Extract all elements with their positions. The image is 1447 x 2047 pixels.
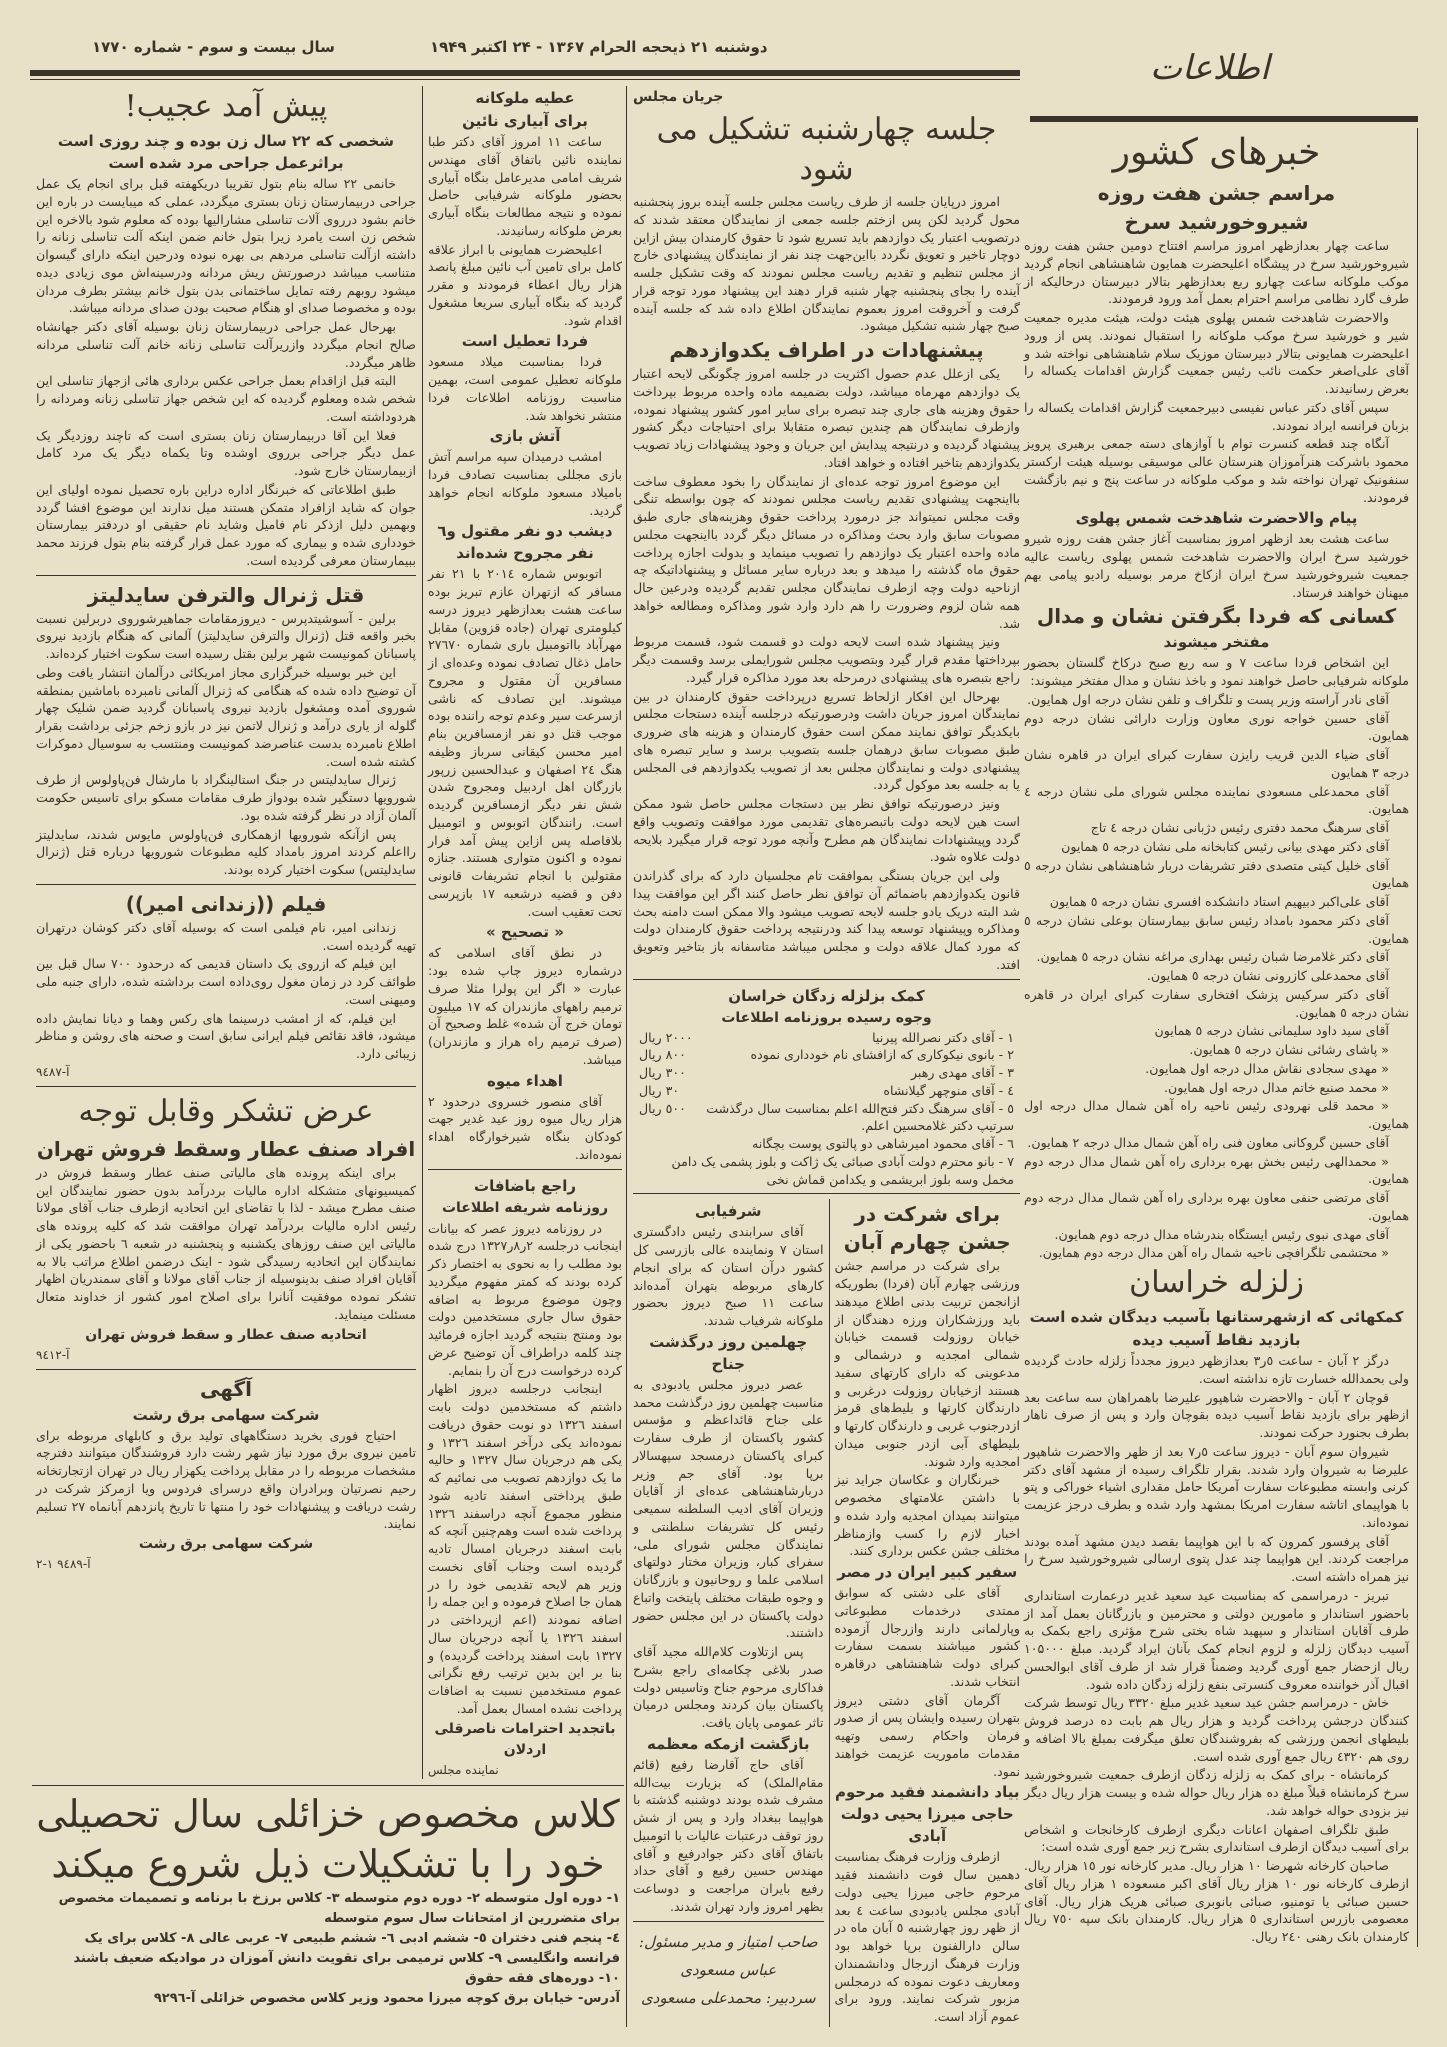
donor: ۳ - آقای مهدی رهبر xyxy=(910,1065,1014,1080)
donor: ۷ - بانو محترم دولت آبادی صبائی یک ژاکت و بلوز پشمی یک دامن مخمل وسه بلوز ابریشمی و یکدامن قماش نخی xyxy=(671,1153,1014,1187)
paragraph: ساعت چهار بعدازظهر امروز مراسم افتتاح دومین جشن هفت روزه شیروخورشید سرخ در پیشگاه اعلیحضرت همایون شاهنشاهی انجام گردید موکب ملوکانه ساعت چهارو ربع بعدازظهر بتالار دبیرستان درحالیکه از طرف گارد نظامی مراسم احترام بعمل آمد ورود فرمودند. xyxy=(1024,238,1409,307)
section-heading: راجع باضافات xyxy=(474,1176,576,1195)
issue-number: سال بیست و سوم - شماره ۱۷۷۰ xyxy=(92,38,335,56)
paragraph: آقای حسین گروکانی معاون فنی راه آهن شمال مدال درجه ۲ همایون. xyxy=(1027,1134,1389,1150)
paragraph: آقای خلیل کیتی متصدی دفتر تشریفات دربار شاهنشاهی نشان درجه ٥ همایون xyxy=(1024,857,1409,891)
narrow-column xyxy=(422,86,626,1779)
paragraph: برای شرکت در مراسم جشن ورزشی چهارم آبان (فردا) بطوریکه ازانجمن تربیت بدنی اطلاع میدهند باید ورزشکاران ورزه دهندگان از خیابان روزولت قسمت خیابان شمالی امجدیه و درشمالی و مدعوینی که دارای کارتهای سفید هستند ازخیابان روزولت درغربی و دارندگان کارتها و بلیط‌های قرمز ازدرجنوب غربی و دارندگان کارتها و بلیطهای آبی ازدر جنوبی میدان امجدیه وارد شوند. xyxy=(834,1258,1020,1469)
paragraph: اتوبوس شماره ۲۰۱٤ با ۲۱ نفر مسافر که ازتهران عازم تبریز بوده ساعت هشت بعدازظهر دیروز درسه کیلومتری تهران (جاده قزوین) مقابل مهرآباد بااتومبیل باری شماره ۲۷٦۷۰ حامل ذغال تصادف نموده وعده‌ای از مسافرین آن مقتول و مجروح میشوند. این تصادف که ناشی ازسرعت سیر وعدم توجه راننده بوده موجب قتل دو نفر ازمسافرین بنام امیر محسن کیقانی سرباز وظیفه هنگ ٢٤ اصفهان و عبدالحسین زرپور بازرگان اهل اردبیل ومجروح شدن شش نفر دیگر ازمسافرین گردیده است. رانندگان اتوبوس و اتومبیل بلافاصله پس ازاین پیش آمد فرار نموده و اکنون متواری هستند. جنازه مقتولین با انجام تشریفات قانونی دفن و قضیه درشعبه ۱۷ بازپرسی تحت تعقیب است. xyxy=(428,566,622,919)
ad-address: آدرس- خیابان برق کوچه میرزا محمود وزیر کلاس مخصوص خزائلی آ-۹۲۹٦ xyxy=(153,1990,620,2006)
section-heading: شخصی که ۲۲ سال زن بوده و چند روزی است براثرعمل جراحی مرد شده است xyxy=(57,132,395,172)
paragraph: آقای سرابندی رئیس دادگستری استان ۷ ونماینده عالی بازرسی کل کشور درآن استان که برای انجام کارهای مربوطه بتهران آمده‌اند ساعت ۱۱ صبح دیروز بحضور ملوکانه شرفیاب شدند. xyxy=(633,1224,824,1328)
sub-left-column xyxy=(633,1199,829,2027)
paragraph: ژنرال سایدلیتس در جنگ استالینگراد با مارشال فن‌پاولوس از طرف شورویها دستگیر شده بودواز طرف مقامات مسکو برای تاسیس حکومت آلمان آزاد در نظر گرفته شده بود. xyxy=(36,772,416,823)
paragraph: ازطرف وزارت فرهنگ بمناسبت دهمین سال فوت دانشمند فقید مرحوم حاجی میرزا یحیی دولت آبادی مجلس یادبودی ساعت ٤ بعد از ظهر روز چهارشنبه ٥ آبان ماه در سالن دارالفنون برپا خواهد بود وزارت فرهنگ ازرجال ودانشمندان ومعاریف دعوت نموده که درمجلس مزبور شرکت نمایند. ورود برای عموم آزاد است. xyxy=(834,1849,1020,2024)
paragraph: آقای دکتر مهدی بیانی رئیس کتابخانه ملی نشان درجه ٥ همایون xyxy=(1061,838,1389,854)
headline: زلزله خراسان xyxy=(1129,1265,1304,1300)
section-heading: بازگشت ازمکه معظمه xyxy=(646,1734,810,1753)
paragraph: فردا بمناسبت میلاد مسعود ملوکانه تعطیل عمومی است، بهمین مناسبت روزنامه اطلاعات فردا منتشر نخواهد شد. xyxy=(428,354,622,423)
subheadline: مراسم جشن هفت روزه xyxy=(1097,181,1336,205)
ad-khazaeli-class xyxy=(36,1789,620,2009)
ad-headline: خود را با تشکیلات ذیل شروع میکند xyxy=(51,1841,605,1886)
signature: شرکت سهامی برق رشت xyxy=(138,1536,314,1552)
sub-right-articles xyxy=(835,1200,1021,2026)
paragraph: ولی این جریان بستگی بموافقت تام مجلسیان دارد که برای گذراندن قانون یکدوازدهم باضمائم آن توافق نظر حاصل کنند اگر این موافقت پیدا شد البته دریک یادو جلسه لایحه تصویب میشود والا ممکن است دامنه بحث ومذاکره وپیشنهاد توسعه پیدا کند ودرنتیجه پرداخت حقوق کارمندان دولت که مورد کمال علاقه دولت و مجلس میباشد متاسفانه باز بتاخیر وتعویق افتد. xyxy=(633,868,1020,972)
subheadline: پیشنهادات در اطراف یکدوازدهم xyxy=(669,338,984,362)
publisher-line: صاحب امتیاز و مدیر مسئول: عباس مسعودی xyxy=(638,1932,818,1979)
sub-right-column xyxy=(829,1199,1021,2027)
masthead-rule xyxy=(30,70,1020,76)
section-heading: کمکهائی که ازشهرستانها بآسیب دیدگان شده است xyxy=(1029,1308,1404,1326)
divider xyxy=(633,1921,824,1922)
editor-line: سردبیر: محمدعلی مسعودی xyxy=(640,1988,816,2007)
aid-list-item xyxy=(639,1046,1014,1064)
paragraph: ونیز پیشنهاد شده است لایحه دولت دو قسمت شود، قسمت مربوط بپرداختها مقدم قرار گیرد وبتصویب مجلس شورایملی برسد وقسمت دیگر راجع بتبصره های پیشنهادی درمرحله بعد مورد مذاکره قرار گیرد. xyxy=(633,634,1020,685)
section-heading: بازدید نقاط آسیب دیده xyxy=(1132,1331,1301,1349)
signature: روزنامه شریفه اطلاعات xyxy=(441,1199,609,1216)
section-heading: بیاد دانشمند فقید مرحوم حاجی میرزا یحیی دولت آبادی xyxy=(834,1783,1020,1846)
paragraph: این فیلم که ازروی یک داستان قدیمی که درحدود ۷۰۰ سال قبل بین طوائف کرد در زمان مغول روی‌داده است برداشته شده، دارای جنبه ملی ومیهنی است. xyxy=(36,956,416,1007)
paragraph: یکی ازعلل عدم حصول اکثریت در جلسه امروز چگونگی لایحه اعتبار یک دوازدهم مهرماه میباشد، دولت بضمیمه ماده واحده مربوط بپرداخت حقوق وهزینه های جاری چند تبصره برای سایر امور کشور پیشنهاد نموده، وازطرف نمایندگان هم چندین تبصره متقابلا برای احتیاجات دیگر کشور پیشنهاد گردیده و درنتیجه پیدایش این جریان و وجود پیشنهادات زیاد تصویب یکدوازدهم بتاخیر افتاده و خواهد افتاد. xyxy=(633,366,1020,470)
ad-item: ٤- پنجم فنی دختران ٥- ششم ادبی ٦- ششم طبیعی ۷- عربی عالی ۸- کلاس برای یک فرانسه وانگلیسی ۹- کلاس ترمیمی برای تقویت دانش آموزان در موادیکه ضعیف باشند xyxy=(73,1930,620,1966)
section-heading: شرفیابی xyxy=(695,1202,762,1221)
ad-headline: کلاس مخصوص خزائلی سال تحصیلی xyxy=(36,1791,620,1836)
paragraph: « محمد قلی نهرودی رئیس ناحیه راه آهن شمال مدال درجه اول همایون. xyxy=(1024,1098,1409,1131)
section-banner-national-news: خبرهای کشور xyxy=(1112,132,1321,173)
ad-code: آ-۹٤۸۹ ۱-۲ xyxy=(36,1557,91,1571)
amount: ۳۰ ریال xyxy=(639,1082,680,1098)
section-heading: آتش بازی xyxy=(489,427,561,446)
headline: پیش آمد عجیب! xyxy=(124,89,328,124)
paragraph: آگرمان آقای دشتی دیروز بتهران رسیده وایشان پس از صدور فرمان واحکام رسمی وتهیه مقدمات ماموریت عزیمت خواهند نمود. xyxy=(834,1692,1020,1779)
subheadline: فیلم ((زندانی امیر)) xyxy=(125,891,327,916)
ad-electric-company xyxy=(36,1375,416,1574)
paragraph: شیروان سوم آبان - دیروز ساعت ٥ر۷ بعد از ظهر والاحضرت شاهپور علیرضا به شیروان وارد شدند. بقرار تلگراف رسیده از مشهد آقای دکتر کرنی وابسته مطبوعات سفارت آمریکا حامل مقداری اشیاء خوراکی و پتو با هواپیمای اتاشه سفارت امریکا بمشهد وارد شده و بطرف درجز عزیمت نموده‌اند. xyxy=(1024,1443,1409,1530)
divider xyxy=(36,884,416,885)
headline: جلسه چهارشنبه تشکیل می شود xyxy=(656,112,997,187)
divider xyxy=(428,1169,622,1170)
aid-box-title: کمک بزلزله زدگان خراسان xyxy=(728,986,925,1005)
article-film xyxy=(36,890,416,1081)
section-heading: عطیه ملوکانه xyxy=(475,89,575,107)
paragraph: آقای دکتر غلامرضا شبان رئیس بهداری مراغه نشان درجه ٥ همایون. xyxy=(1036,949,1389,965)
donor: ٤ - آقای منوچهر گیلانشاه xyxy=(883,1082,1014,1098)
paragraph: اینجانب درجلسه دیروز اظهار داشتم که مستخدمین دولت بابت اسفند ۱۳۲٦ دو نوبت حقوق دریافت نموده‌اند یکی درآخر اسفند ۱۳۲٦ و یکی هم درجریان سال ۱۳۲۷ و حالیه ما یک دوازدهم تصویب می نمائیم که طبق پرداختی اسفند تادیه شود منظور مجموع آنچه دراسفند ۱۳۲٦ پرداخت شده است وهم‌چنین آنچه که بابت اسفند درجریان امسال تادیه گردیده است وجناب آقای نخست وزیر هم لایحه تقدیمی خود را در همان جا اصلاح فرموده و این جمله را اضافه نمودند (اعم ازپرداختی در اسفند ۱۳۲٦ یا آنچه درجریان سال ۱۳۲۷ بابت اسفند پرداخت گردیده) و بنا بر این بدین ترتیب رفع نگرانی عموم مستخدمین نسبت به اضافات پرداخت نشده امسال بعمل آمد. xyxy=(428,1381,623,1716)
section-heading: « تصحیح » xyxy=(486,923,564,942)
paragraph: « پاشای رشائی نشان درجه ٥ همایون. xyxy=(1189,1042,1389,1057)
divider xyxy=(36,575,416,576)
paragraph: آقای محمدعلی مسعودی نماینده مجلس شورای ملی نشان درجه ٤ همایون. xyxy=(1024,783,1409,817)
section-heading: فردا تعطیل است xyxy=(461,332,589,351)
donor: ٦ - آقای محمود امیرشاهی دو پالتوی پوست بچگانه xyxy=(752,1136,1014,1151)
sub-left-articles xyxy=(633,1200,824,1915)
paragraph: طبق اطلاعاتی که خبرنگار اداره دراین باره تحصیل نموده اولیای این جوان که شاید ازافراد متمکن هستند میل ندارند این موضوع افشا گردد وبهمین دلیل ازذکر نام فامیل وشاید نام حقیقی او دردفتر بیمارستان خودداری شده و بیماری که مورد عمل قرار گرفته بنام بتول فرزند محمد ببیمارستان معرفی گردیده است. xyxy=(36,481,416,568)
left-column xyxy=(32,86,420,1573)
ad-item: ۱۰- دوره‌های فقه حقوق xyxy=(465,1970,620,1986)
paragraph: احتیاج فوری بخرید دستگاههای تولید برق و کابلهای مربوطه برای تامین نیروی برق مورد نیاز شهر رشت دارد فروشندگان میتوانند دفترچه مشخصات مربوطه را در مقابل پرداخت یکهزار ریال در تهران ازتجارتخانه رحیم نصرتیان وبرادران واقع درسرای فردوس ویا ازمرکز شرکت در رشت دریافت و پیشنهادات خود را منتها تا تاریخ پانزدهم آبانماه ۲۷ تسلیم نمایند. xyxy=(36,1427,416,1532)
section-heading: چهلمین روز درگذشت جناح xyxy=(649,1332,808,1373)
subheadline: برای شرکت در جشن چهارم آبان xyxy=(843,1202,1011,1255)
subheadline: آگهی xyxy=(200,1376,252,1401)
majlis-article xyxy=(633,86,1020,974)
sub-columns xyxy=(633,1199,1020,2027)
paragraph: آقای پرفسور کمرون که با این هواپیما بقصد دیدن مشهد آمده بودند مراجعت کردند. این هواپیما چند عدل پتوی ارسالی شیروخورشید سرخ را نیز همراه داشته است. xyxy=(1024,1533,1409,1584)
paragraph: « محتشمی تلگرافچی ناحیه شمال راه آهن مدال درجه دوم همایون. xyxy=(1038,1245,1389,1261)
paragraph: برای اینکه پرونده های مالیاتی صنف عطار وسقط فروش در کمیسیونهای متشکله اداره مالیات بردرآمد بدون حضور نمایندگان این صنف مطرح میشد - لذا با تقاضای این اتحادیه ازطرف جناب آقای مولانا رئیس اداره مالیات بردرآمد تهران موافقت شد که کلیه پرونده های مالیاتی این صنف روزهای یکشنبه و پنجشنبه در شعبه ٦ باحضور یکی از نمایندگان این اتحادیه رسیدگی شود - اینک درضمن اطلاع مراتب بالا به آقایان افراد صنف بدینوسیله از جناب آقای مولانا و آقای سمندریان اظهار تشکر نموده موفقیت آنانرا برای اصلاح امور کشور از خداوند متعال مسئلت مینماید. xyxy=(36,1164,417,1322)
section-heading: مفتخر میشوند xyxy=(1163,633,1270,652)
paragraph: بهرحال این افکار ازلحاظ تسریع درپرداخت حقوق کارمندان در بین نمایندگان امروز جریان داشت ودرصورتیکه درجلسه آینده دستجات مجلس بایکدیگر توافق نمایند ممکن است حقوق کارمندان و هزینه های ضروری طبق مصوبات سابق درهمان جلسه بتصویب برسد و سایر تبصره های پیشنهادی دولت و نمایندگان مجلس بعد از تصویب یکدوازدهم فی المجلس یا به جلسه بعد موکول گردد. xyxy=(633,688,1020,793)
paragraph: « محمدالهی رئیس بخش بهره برداری راه آهن شمال مدال درجه دوم همایون. xyxy=(1024,1153,1409,1187)
middle-column xyxy=(626,86,1022,2027)
ad-item: ۱- دوره اول متوسطه ۲- دوره دوم متوسطه ۳- کلاس برزخ با برنامه و تصمیمات مخصوص برای متضررین از امتحانات سال سوم متوسطه xyxy=(58,1890,620,1926)
paragraph: آقای محمدعلی کازرونی نشان درجه ٥ همایون. xyxy=(1146,968,1389,983)
ad-code: نماینده مجلس xyxy=(428,1762,499,1777)
aid-list-item xyxy=(639,1135,1014,1153)
article-strange-event xyxy=(36,87,416,570)
subheadline: قتل ژنرال والترفن سایدلیتز xyxy=(87,582,365,607)
aid-list-item xyxy=(639,1082,1014,1100)
paragraph: ساعت هشت بعد ازظهر امروز بمناسبت آغاز جشن هفت روزه شیرو خورشید سرخ ایران والاحضرت شاهدخت شمس پهلوی ریاست عالیه جمعیت شیروخورشید سرخ ایران ازکاخ مرمر بوسیله رادیو پیامی بهم میهنان خواهند فرستاد. xyxy=(1024,531,1409,600)
amount: ۸۰۰ ریال xyxy=(639,1047,686,1063)
paragraph: خاش - درمراسم جشن عید سعید غدیر مبلغ ۳۳۲۰ ریال توسط شرکت کنندگان درجشن پرداخت گردید و هزار ریال هم بابت ده درصد فروش بلیطهای انجمن ورزشی که بفروشندگان تعلق میگرفت بمبلغ بالا اضافه و روی هم ٤۳۲۰ ریال جمع آوری شده است. xyxy=(1024,1695,1409,1764)
ad-code: آ-۹٤۸۷ xyxy=(36,1064,70,1079)
section-kicker: جریان مجلس xyxy=(633,89,724,105)
ad-thanks xyxy=(36,1092,416,1364)
paragraph: درگز ۲ آبان - ساعت ٥ر۳ بعدازظهر دیروز مجدداً زلزله حادث گردیده ولی بحمدالله خسارت تازه نداشته است. xyxy=(1024,1353,1409,1386)
masthead-rule-thin xyxy=(30,79,1020,80)
article-general-killed xyxy=(36,581,416,879)
paragraph: خبرنگاران و عکاسان جراید نیز با داشتن علامتهای مخصوص میتوانند بمیدان امجدیه وارد شده و اخبار لازم را کسب وازمناظر مختلف جشن عکس برداری کنند. xyxy=(834,1472,1020,1559)
donor: ٥ - آقای سرهنگ دکتر فتح‌الله اعلم بمناسبت سال درگذشت سرتیپ دکتر غلامحسین اعلم. xyxy=(706,1100,1014,1134)
divider xyxy=(633,1193,1020,1194)
aid-list-item xyxy=(639,1153,1014,1189)
paragraph: این اشخاص فردا ساعت ۷ و سه ربع صبح درکاخ گلستان بحضور ملوکانه شرفیابی حاصل خواهند نمود و باخذ نشان و مدال مفتخر میشوند: xyxy=(1024,655,1409,688)
section-heading: اهداء میوه xyxy=(487,1071,563,1090)
aid-box xyxy=(633,985,1020,1189)
donor: ۱ - آقای دکتر نصرالله پیرنیا xyxy=(872,1029,1014,1045)
paragraph: آقای علی دشتی که سوابق ممتدی درخدمات مطبوعاتی وپارلمانی دارند وازرجال آزموده کشور میباشند بسمت سفارت کبرای دولت شاهنشاهی درقاهره انتخاب شدند. xyxy=(834,1585,1020,1689)
section-heading: شرکت سهامی برق رشت xyxy=(132,1405,320,1424)
amount: ۲۰۰۰ ریال xyxy=(639,1029,693,1045)
paragraph: طبق تلگراف اصفهان اعانات دیگری ازطرف کارخانجات و اشخاص برای آسیب دیدگان ازطرف استانداری بشرح زیر جمع آوری شده است: xyxy=(1024,1821,1409,1855)
aid-list xyxy=(639,1029,1014,1189)
aid-list-item xyxy=(639,1100,1014,1136)
paragraph: امروز درپایان جلسه از طرف ریاست مجلس جلسه آینده بروز پنجشنبه محول گردید لکن پس ازختم جلسه جمعی از نمایندگان معتقد شدند که درتصویب اعتبار یک دوازدهم باید تسریع شود تا حقوق کارمندان بیش ازاین دوچار تاخیر و تعویق نگردد بااین‌جهت چند نفر از نمایندگان پیشنهادی خارج از مجلس تنظیم و تقدیم ریاست مجلس نمودند که وقت تشکیل جلسه آینده را بجای پنجشنبه چهار شنبه قرار دهند این پیشنهاد مورد توجه قرار گرفت و آخروقت امروز بعموم نمایندگان اطلاع داده شد که جلسه آینده صبح چهار شنبه تشکیل میشود. xyxy=(633,194,1020,334)
headline: عرض تشکر وقابل توجه xyxy=(78,1093,374,1129)
aid-box-subtitle: وجوه رسیده بروزنامه اطلاعات xyxy=(721,1009,932,1026)
paragraph: این موضوع امروز توجه عده‌ای از نمایندگان را بخود معطوف ساخت بااینجهت پیشنهادی تقدیم ریاست مجلس نمودند که چون بواسطه تنگی وقت مجلس نمیتواند جز درمورد پرداخت حقوق وهزینه‌های جاری طبق مصوبات سابق وارد بحث ومذاکره در مسائل دیگر گردد بااینجهت مجلس ماده واحده اعتبار یک دوازدهم را تصویب مینماید و بدولت اجازه پرداخت حقوق ماه گذشته را میدهد و بعد درباره سایر مسائل و پیشنهاداتیکه چه ازناحیه دولت وچه ازطرف نمایندگان مجلس تقدیم گردیده ودرعین حال همه شان لزوم وضرورت را هم دارد وارد شور ومذاکره ومطالعه خواهد شد. xyxy=(633,473,1020,631)
paragraph: آقای دکتر محمود بامداد رئیس سابق بیمارستان بوعلی نشان درجه ٥ همایون. xyxy=(1024,912,1409,946)
paragraph: در نطق آقای اسلامی که درشماره دیروز چاپ شده بود: عبارت « اگر این پولرا مثلا صرف ترمیم راههای مازندران که ۱۷ میلیون تومان خرج آن شده» غلط وصحیح آن (صرف ترمیم راه هراز و مازندران) میباشد. xyxy=(428,945,622,1067)
paragraph: ونیز درصورتیکه توافق نظر بین دستجات مجلس حاصل شود ممکن است هین لایحه دولت باتبصره‌های تقدیمی مورد موافقت وتصویب واقع گردد وپیشنهادات نمایندگان هم مطرح وآنچه مورد توجه قرار میگیرد بلایحه دولت علاوه شود. xyxy=(633,796,1020,865)
subheadline: افراد صنف عطار وسقط فروش تهران xyxy=(36,1136,416,1161)
paragraph: آقای مرتضی حنفی معاون بهره برداری راه آهن شمال مدال درجه دوم همایون. xyxy=(1024,1190,1409,1223)
paragraph: اعلیحضرت همایونی با ابراز علاقه کامل برای تامین آب نائین مبلغ پانصد هزار ریال اعطاء فرمودند و مقرر گردید که بنگاه آبیاری سریعا مشغول اقدام شود. xyxy=(428,241,622,328)
paragraph: در روزنامه دیروز عصر که بیانات اینجانب درجلسه ۲ر۸ر۱۳۲۷ درج شده بود مطلب را به نحوی به اختصار ذکر کرده بودند که کمتر مفهوم میگردید وچون موضوع مربوط به اضافه حقوق سال جاری مستخدمین دولت بود ومنتج بنتیجه گردید اجازه فرمائید چند کلمه دراطراف آن توضیح عرض کرده درخواست درج آن را بنمایم. xyxy=(428,1220,622,1378)
paragraph: آقای نادر آراسته وزیر پست و تلگراف و تلفن نشان درجه اول همایون. xyxy=(1027,691,1389,707)
paragraph: البته قبل ازاقدام بعمل جراحی عکس برداری هائی ازجهاز تناسلی این شخص شده ومعلوم گردیده که این شخص جهاز تناسلی زنانه ومردانه را هردوداشته است. xyxy=(36,373,416,424)
paragraph: پس ازآنکه شورویها ازهمکاری فن‌پاولوس مایوس شدند، سایدلیتز رااعلم کردند امروز بامداد کلیه مطبوعات شورویها درباره قتل (ژنرال سایدلیتس) سکوت اختیار کرده بودند. xyxy=(36,826,416,877)
narrow-articles xyxy=(428,87,622,1779)
signature: اتحادیه صنف عطار و سقط فروش تهران xyxy=(85,1326,367,1343)
paragraph: آقای حسین خواجه نوری معاون وزارت دارائی نشان درجه دوم همایون. xyxy=(1024,710,1409,744)
aid-list-item xyxy=(639,1064,1014,1082)
ad-code: آ-۹٤۱۲ xyxy=(36,1347,70,1362)
section-heading: برای آبیاری نائین xyxy=(462,112,588,130)
paragraph: « محمد صنیع خاتم مدال درجه اول همایون. xyxy=(1164,1079,1389,1095)
paragraph: ساعت ۱۱ امروز آقای دکتر طبا نماینده نائین باتفاق آقای مهندس شریف امامی مدیرعامل بنگاه آبیاری بحضور ملوکانه شرفیابی حاصل نموده و نتیجه مطالعات بنگاه آبیاری بعرض ملوکانه رسانیدند. xyxy=(428,134,622,238)
paragraph: کرمانشاه - برای کمک به زلزله زدگان ازطرف جمعیت شیروخورشید سرخ کرمانشاه قبلاً مبلغ ده هزار ریال حواله شده و بیست هزار ریال دیگر نیز بزودی حواله خواهد شد. xyxy=(1024,1767,1409,1818)
paragraph: خانمی ۲۲ ساله بنام بتول تقریبا دریکهفته قبل برای انجام یک عمل جراحی دربیمارستان زنان بستری میگردد، عملی که میبایست در باره این خانم بشود درروی آلات تناسلی مشارالیها بوده که معلوم شود بالاخره این شخص زن است یامرد زیرا بتول خانم ضمن اینکه آلت تناسلی زنانه را داشته ازآلت تناسلی مردهم بی بهره نبوده ودرحین اینکه دارای گیسوان متناسب میباشد درصورتش ریش مردانه ودرسینه‌اش موی زیادی دیده میشود روبهم رفته تمایل ساختمانی بدن بتول خانم بیشتر بطرف مردان بوده و مخصوصا صدای او هنگام صحبت بودن صدای مردانه میباشد. xyxy=(36,176,416,316)
section-heading: پیام والاحضرت شاهدخت شمس پهلوی xyxy=(1075,509,1358,528)
right-column xyxy=(1024,128,1418,1947)
paragraph: پس ازتلاوت کلام‌الله مجید آقای صدر بلاغی چکامه‌ای راجع بشرح فداکاری مرحوم جناح وتاسیس دولت پاکستان بیان کردند ومجلس درمیان تاثر عمومی پایان یافت. xyxy=(633,1644,824,1730)
paragraph: آقای ضیاء الدین قریب رایزن سفارت کبرای ایران در قاهره نشان درجه ۳ همایون xyxy=(1024,747,1409,780)
amount: ٥۰۰ ریال xyxy=(639,1100,686,1116)
subheadline: کسانی که فردا بگرفتن نشان و مدال xyxy=(1036,604,1397,629)
donor: ۲ - بانوی نیکوکاری که ازافشای نام خودداری نموده xyxy=(750,1047,1014,1063)
paragraph: تبریز - درمراسمی که بمناسبت عید سعید غدیر درعمارت استانداری باحضور استاندار و مامورین دولتی و محترمین و بازرگانان بعمل آمد از طرف آقایان استاندار و سپهبد شاه بختی شرح مؤثری راجع بکمک به آسیب دیدگان زلزله و لزوم انجام کمک بآنان ایراد گردید. مبلغ ۱۰۵۰۰۰ ریال ازحضار جمع آوری گردید وضمناً قرار شد از طرف آقای ابوالحسن اقبال آذر خواننده معروف کنسرتی بنفع زلزله زدگان داده شود. xyxy=(1024,1587,1409,1692)
paragraph: آقای منصور خسروی درحدود ۲ هزار ریال میوه روز عید غدیر جهت کودکان بنگاه شیرخوارگاه اهداء نموده‌اند. xyxy=(428,1093,622,1162)
paragraph: امشب درمیدان سپه مراسم آتش بازی مجللی بمناسبت تصادف فردا بامیلاد مسعود ملوکانه انجام خواهد گردید. xyxy=(428,449,622,518)
divider xyxy=(36,1086,416,1087)
paragraph: برلین - آسوشیتدپرس - دیروزمقامات جماهیرشوروی دربرلین نسبت بخبر واقعه قتل (ژنرال والترفن سایدلیتز) آلمانی که هنگام بازدید نیروی پاسبانان کمونیست شهر برلین بقتل رسیده است سکوت اختیار کرده‌اند. xyxy=(36,610,416,661)
section-heading: سفیر کبیر ایران در مصر xyxy=(837,1563,1018,1581)
paragraph: « مهدی سجادی نقاش مدال درجه اول همایون. xyxy=(1145,1060,1389,1076)
paragraph: سپس آقای دکتر عباس نفیسی دبیرجمعیت گزارش اقدامات یکساله را بزبان فرانسه ایراد نمودند. xyxy=(1024,399,1409,433)
divider xyxy=(633,979,1020,980)
paragraph: آقای علی‌اکبر دبیهیم استاد دانشکده افسری نشان درجه ٥ همایون xyxy=(1049,894,1389,909)
subheadline: شیروخورشید سرخ xyxy=(1124,210,1309,234)
right-column-articles xyxy=(1024,179,1409,1946)
paragraph: آقای دکتر سرکیس پزشک افتخاری سفارت کبرای ایران در قاهره نشان درجه ٥ همایون. xyxy=(1024,986,1409,1020)
newspaper-logo: اطلاعات xyxy=(1150,48,1270,88)
paragraph: آقای سید داود سلیمانی نشان درجه ٥ همایون xyxy=(1154,1023,1389,1039)
paragraph: والاحضرت شاهدخت شمس پهلوی هیئت دولت، هیئت مدیره جمعیت شیر و خورشید سرخ موکب ملوکانه را استقبال نمودند. پس از ورود اعلیحضرت همایونی بتالار دبیرستان موزیک سلام شاهنشاهی نواخته شد و آقای علی‌اصغر حکمت نائب رئیس جمعیت گزارش اقدامات یکساله را بعرض رسانیدند. xyxy=(1024,310,1409,396)
paragraph: آقای حاج آقارضا رفیع (قائم مقام‌الملک) که بزیارت بیت‌الله مشرف شده بودند دوشنبه گذشته با هواپیما ببغداد وارد و پس از شش روز توقف درعتبات عالیات با اتومبیل باتفاق آقای دکتر جوادرفیع و آقای مهندس حسین رفیع و آقای حداد رفیع بایران مراجعت و دوساعت بظهر امروز وارد تهران شدند. xyxy=(633,1756,824,1914)
section-heading: دیشب دو نفر مقتول و٦ نفر مجروح شده‌اند xyxy=(437,522,613,563)
aid-list-item xyxy=(639,1029,1014,1047)
divider xyxy=(36,1369,416,1370)
paragraph: صاحبان کارخانه شهرضا ۱۰ هزار ریال. مدیر کارخانه نور ۱٥ هزار ریال. ازطرف کارخانه نور ۱۰ هزار ریال آقای اکبر مسعوده ۱ هزار ریال آقای حسین صبائی یا تومنیو، صبائی بانوبری صبائی هریک هزار ریال. آقای معصومی بازرس استانداری ٥ هزار ریال. کارمندان بانک سپه ۷٥۰ ریال کارمندان بانک رهنی ۲٤۰ ریال. xyxy=(1024,1858,1409,1944)
paragraph: این خبر بوسیله خبرگزاری مجاز امریکائی درآلمان انتشار یافت وطی آن توضیح داده شده که هنگامی که ژنرال آلمانی نامبرده باماشین بمنطقه شوروی آمده ومشغول بازدید نیروی پاسبانان گردید ضمن شلیک چهار گلوله از یاری درآمد و ژنرال لاتمن نیز در بازو زخم جزئی برداشت بقرار اطلاع نامبرده بدست عناصرضد کمونیست ومنتسب به سوسیال دموکرات کشته شده است. xyxy=(36,664,416,769)
paragraph: آقای سرهنگ محمد دفتری رئیس دژبانی نشان درجه ٤ تاج xyxy=(1090,820,1389,835)
paragraph: عصر دیروز مجلس یادبودی به مناسبت چهلمین روز درگذشت محمد علی جناح قائداعظم و مؤسس کشور پاکستان از طرف سفارت کبرای پاکستان درمسجد سپهسالار برپا بود. آقای جم وزیر دربارشاهنشاهی عده‌ای از آقایان وزیران آقای ادیب السلطنه سمیعی رئیس کل تشریفات سلطنتی و نمایندگان مجلس شورای ملی، سفرای کبار، وزیران مختار دولتهای اسلامی علما و روحانیون و بازرگانان و وجوه طبقات مختلف پایتخت واتباع دولت پاکستان در این مجلس حضور داشتند. xyxy=(633,1376,824,1641)
paragraph: زندانی امیر، نام فیلمی است که بوسیله آقای دکتر کوشان درتهران تهیه گردیده است. xyxy=(36,919,416,953)
paragraph: آقای مهدی نبوی رئیس ایستگاه بندرشاه مدال درجه دوم همایون. xyxy=(1054,1226,1389,1242)
publisher-signature xyxy=(633,1928,824,2012)
issue-date: دوشنبه ۲۱ ذیحجه الحرام ۱۳۶۷ - ۲۴ اکتبر ۱۹۴۹ xyxy=(430,38,768,56)
divider xyxy=(32,1785,624,1786)
signature: باتجدید احترامات ناصرقلی اردلان xyxy=(434,1720,616,1758)
paragraph: فعلا این آقا دربیمارستان زنان بستری است که تاچند روزدیگر یک عمل دیگر جراحی برروی اوشده وتا یکماه دیگر یک مرد کامل ازبیمارستان خارج شود. xyxy=(36,427,416,478)
paragraph: آنگاه چند قطعه کنسرت توام با آوازهای دسته جمعی برهبری پرویز محمود باشرکت هنرآموزان هنرستان عالی موسیقی بوسیله هیئت ارکستر سنفونیک تهران نواخته شد و موکب ملوکانه در ساعت پنج و نیم بازگشت فرمودند. xyxy=(1024,436,1409,505)
paragraph: بهرحال عمل جراحی دربیمارستان زنان بوسیله آقای دکتر جهانشاه صالح انجام میگردد وازریرآلت تناسلی زنانه خانم آلت تناسلی مردانه ظاهر میگردد. xyxy=(36,319,416,370)
paragraph: قوچان ۲ آبان - والاحضرت شاهپور علیرضا باهمراهان سه ساعت بعد ازظهر برای بازدید نقاط آسیب دیده بقوچان وارد و پس از صرف ناهار بطرف بجنورد حرکت نمودند. xyxy=(1024,1389,1409,1440)
right-column-rule xyxy=(1030,116,1418,122)
paragraph: این فیلم، که از امشب درسینما های رکس وهما و دیانا نمایش داده میشود، فاقد نقائص فیلم ایرانی سابق است و صحنه های روشن و مناظر زیبائی دارد. xyxy=(36,1010,416,1061)
amount: ۳۰۰ ریال xyxy=(639,1065,686,1080)
